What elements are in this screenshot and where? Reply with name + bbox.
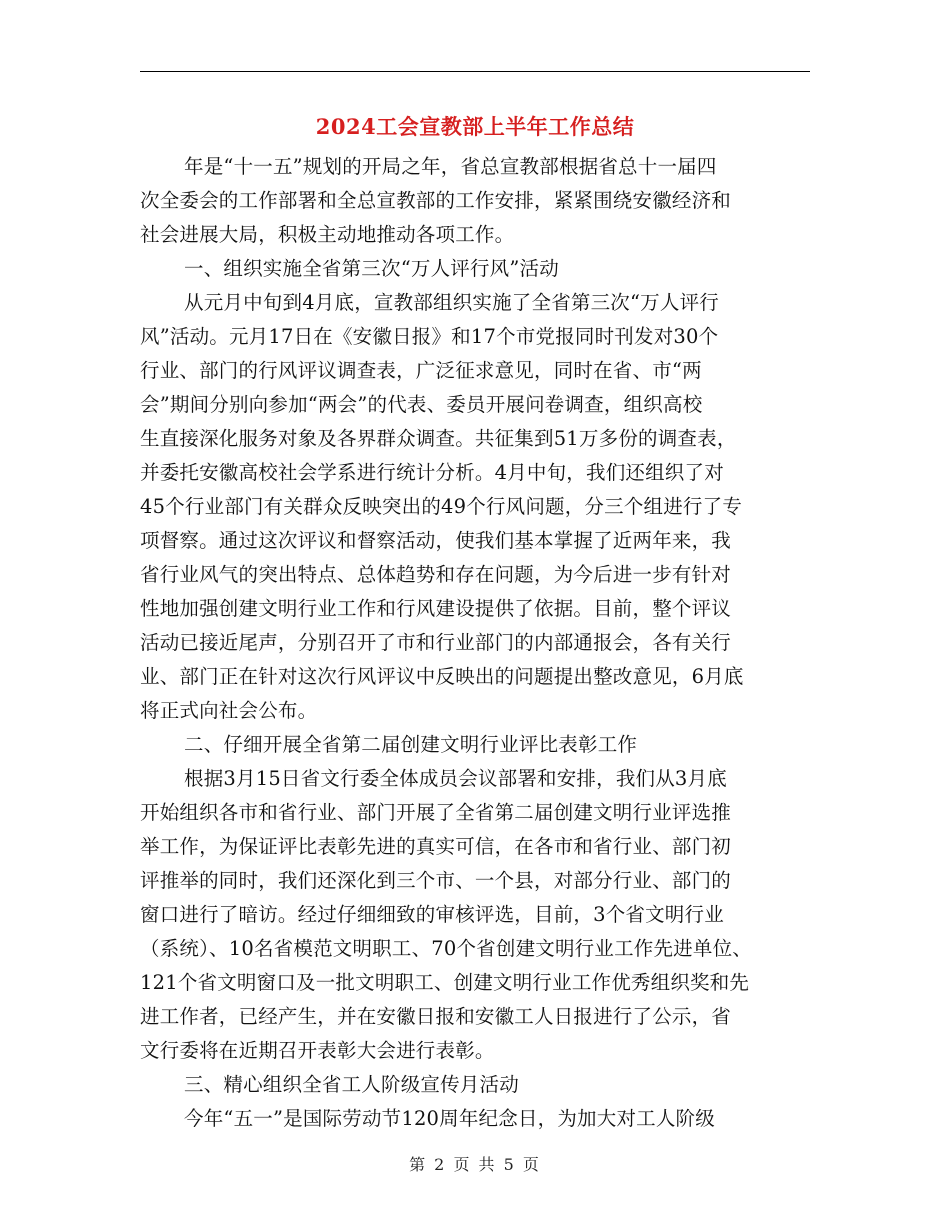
page-number: 第 2 页 共 5 页 — [409, 1155, 541, 1174]
text-line: 今年“五一”是国际劳动节120周年纪念日，为加大对工人阶级 — [184, 1107, 715, 1130]
header-rule — [140, 71, 810, 72]
document-body — [140, 150, 810, 1136]
text-line: 举工作，为保证评比表彰先进的真实可信，在各市和省行业、部门初 — [140, 835, 732, 858]
text-line: 从元月中旬到4月底，宣教部组织实施了全省第三次“万人评行 — [184, 291, 719, 314]
text-line: 并委托安徽高校社会学系进行统计分析。4月中旬，我们还组织了对 — [140, 461, 724, 484]
text-line: 窗口进行了暗访。经过仔细细致的审核评选，目前，3个省文明行业 — [140, 903, 724, 926]
text-line: 45个行业部门有关群众反映突出的49个行风问题，分三个组进行了专 — [140, 495, 743, 518]
text-line: 次全委会的工作部署和全总宣教部的工作安排，紧紧围绕安徽经济和 — [140, 189, 732, 212]
text-line: 社会进展大局，积极主动地推动各项工作。 — [140, 223, 515, 246]
text-line: 业、部门正在针对这次行风评议中反映出的问题提出整改意见，6月底 — [140, 665, 744, 688]
document-title: 2024工会宣教部上半年工作总结 — [315, 114, 635, 139]
text-line: 省行业风气的突出特点、总体趋势和存在问题，为今后进一步有针对 — [140, 563, 732, 586]
text-line: 性地加强创建文明行业工作和行风建设提供了依据。目前，整个评议 — [140, 597, 732, 620]
text-line: 评推举的同时，我们还深化到三个市、一个县，对部分行业、部门的 — [140, 869, 732, 892]
text-line: 会”期间分别向参加“两会”的代表、委员开展问卷调查，组织高校 — [140, 393, 703, 416]
text-line: 二、仔细开展全省第二届创建文明行业评比表彰工作 — [184, 733, 638, 756]
text-line: 生直接深化服务对象及各界群众调查。共征集到51万多份的调查表， — [140, 427, 737, 450]
text-line: （系统）、10名省模范文明职工、70个省创建文明行业工作先进单位、 — [140, 937, 752, 960]
text-line: 将正式向社会公布。 — [140, 699, 318, 722]
text-line: 行业、部门的行风评议调查表，广泛征求意见，同时在省、市“两 — [140, 359, 702, 382]
text-line: 年是“十一五”规划的开局之年，省总宣教部根据省总十一届四 — [184, 155, 717, 178]
text-line: 三、精心组织全省工人阶级宣传月活动 — [184, 1073, 519, 1096]
text-line: 项督察。通过这次评议和督察活动，使我们基本掌握了近两年来，我 — [140, 529, 732, 552]
text-line: 风”活动。元月17日在《安徽日报》和17个市党报同时刊发对30个 — [140, 325, 719, 348]
text-line: 进工作者，已经产生，并在安徽日报和安徽工人日报进行了公示，省 — [140, 1005, 732, 1028]
text-line: 一、组织实施全省第三次“万人评行风”活动 — [184, 257, 559, 280]
text-line: 文行委将在近期召开表彰大会进行表彰。 — [140, 1039, 495, 1062]
text-line: 121个省文明窗口及一批文明职工、创建文明行业工作优秀组织奖和先 — [140, 971, 750, 994]
text-line: 根据3月15日省文行委全体成员会议部署和安排，我们从3月底 — [184, 767, 727, 790]
text-line: 开始组织各市和省行业、部门开展了全省第二届创建文明行业评选推 — [140, 801, 732, 824]
text-line: 活动已接近尾声，分别召开了市和行业部门的内部通报会，各有关行 — [140, 631, 732, 654]
